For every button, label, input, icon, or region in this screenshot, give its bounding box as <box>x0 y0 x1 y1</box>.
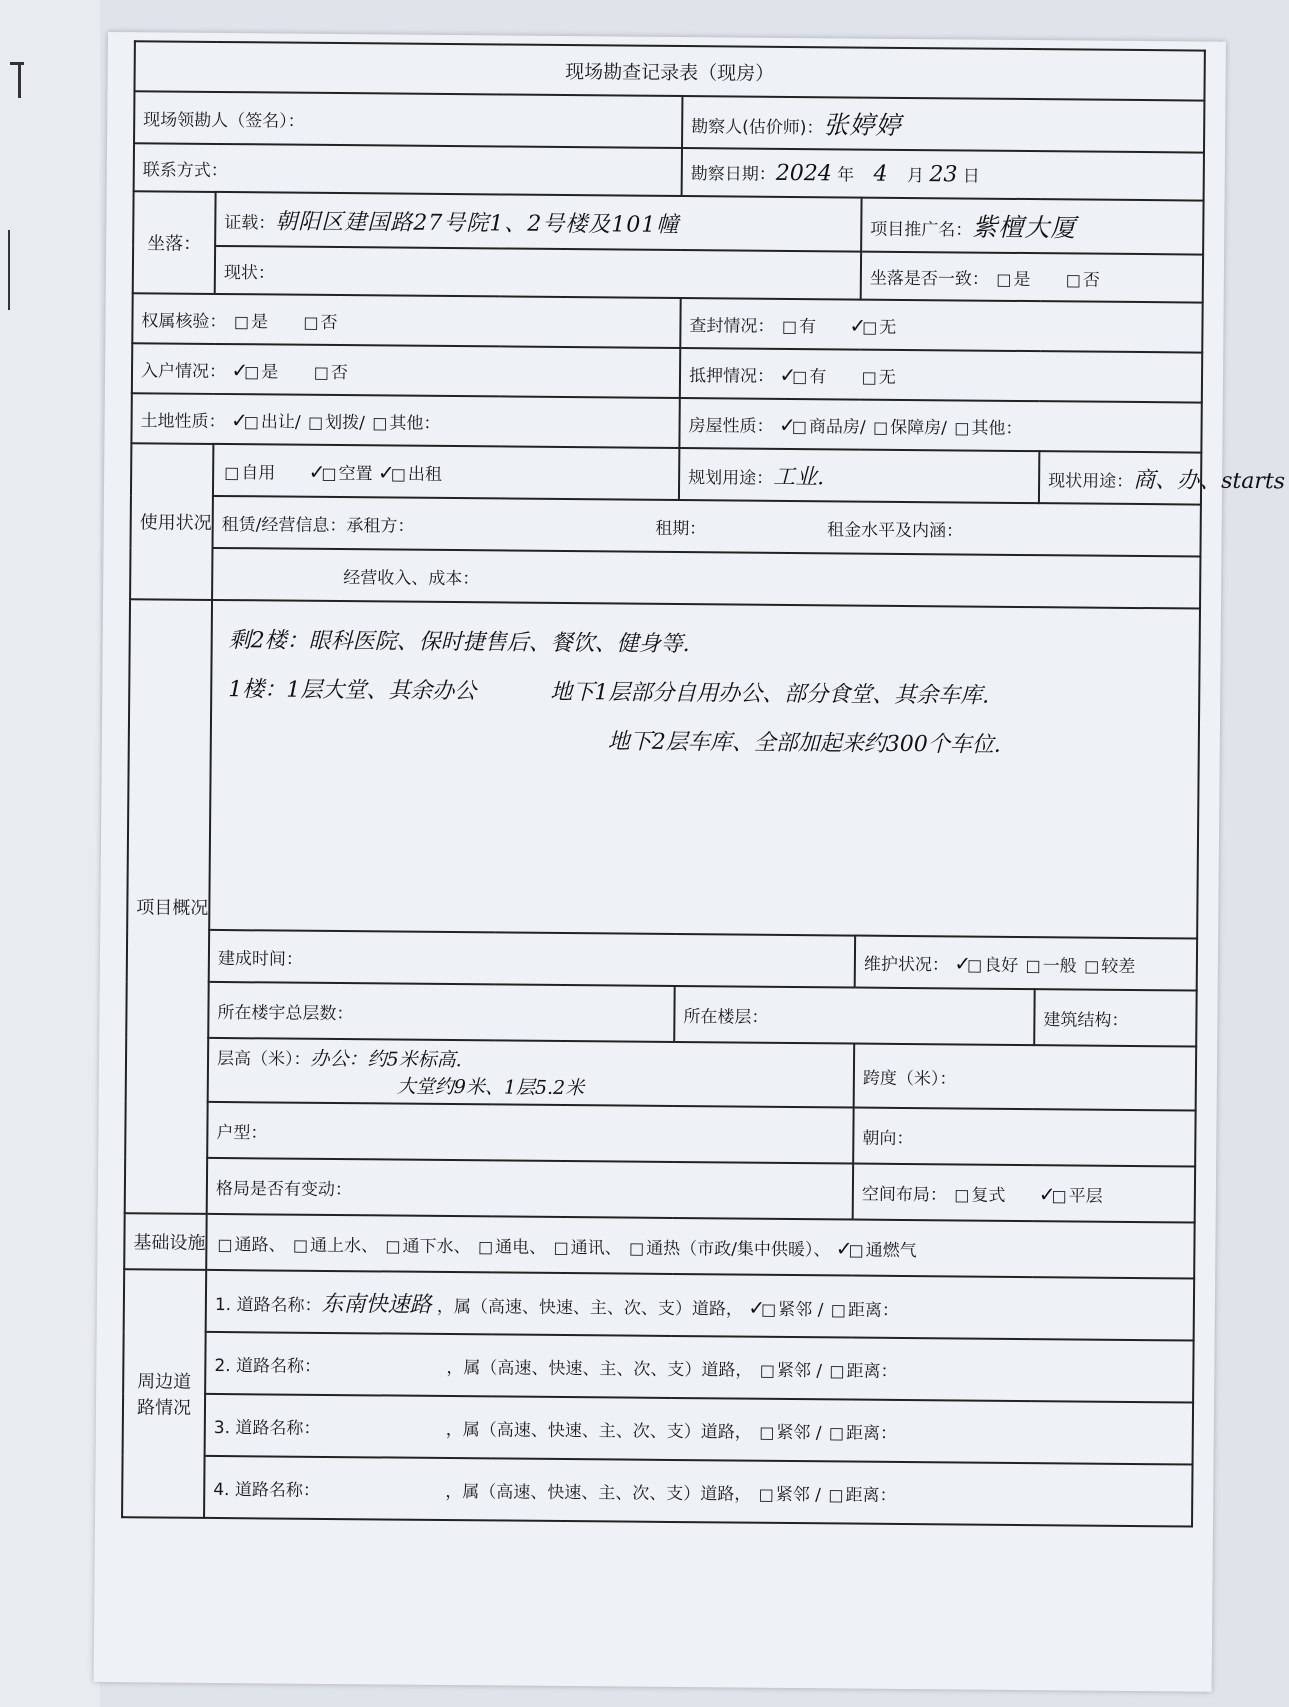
current-status-cell <box>215 246 861 300</box>
road-1-near: 紧邻 / <box>778 1299 824 1320</box>
none-label: 无 <box>879 317 897 338</box>
income-cell <box>212 548 1200 609</box>
project-name-label: 项目推广名： <box>870 219 973 241</box>
checkbox: □ <box>1065 269 1082 289</box>
lease-info-cell <box>213 496 1201 557</box>
current-use-value: 商、办、starts <box>1133 467 1286 494</box>
check-mark: ✓ <box>778 412 796 437</box>
height-label: 层高（米）： <box>216 1048 311 1070</box>
maintenance-cell <box>855 936 1197 991</box>
infra-road: 通路、 <box>234 1234 286 1256</box>
space-layout-cell <box>853 1164 1196 1223</box>
seizure-label: 查封情况： <box>689 315 775 337</box>
road-4-near: 紧邻 / <box>775 1484 822 1505</box>
checkbox: □ <box>553 1237 569 1257</box>
checkbox: □ <box>307 412 324 432</box>
yes-label: 是 <box>1013 269 1031 290</box>
checkbox: □ <box>954 417 970 438</box>
usage-label: 使用状况 <box>130 443 213 600</box>
unit-type-label: 户型： <box>216 1122 268 1143</box>
date-year: 2024 <box>775 160 832 187</box>
layout-change-label: 格局是否有变动： <box>215 1178 352 1200</box>
checkbox: □ <box>862 317 878 337</box>
infra-heat: 通热（市政/集中供暖）、 <box>646 1238 831 1260</box>
flat-label: 平层 <box>1068 1185 1103 1207</box>
checkbox: □ <box>848 1240 864 1260</box>
checkbox: □ <box>313 362 329 382</box>
road-1-name: 东南快速路 <box>321 1291 432 1318</box>
road-2-near: 紧邻 / <box>776 1360 823 1381</box>
land-option-grant: 出让/ <box>260 411 301 433</box>
orientation-cell <box>853 1108 1196 1167</box>
built-time-cell <box>209 930 855 988</box>
use-self: 自用 <box>241 462 276 483</box>
checkbox: □ <box>759 1422 775 1442</box>
date-month: 4 <box>873 161 888 187</box>
road-3-near: 紧邻 / <box>776 1422 822 1443</box>
check-mark: ✓ <box>1038 1181 1056 1206</box>
road-1-distance: 距离： <box>847 1300 899 1321</box>
lease-label: 租赁/经营信息： <box>221 514 347 536</box>
checkbox: □ <box>792 366 808 386</box>
checkbox: □ <box>1025 955 1041 975</box>
have-label: 有 <box>809 366 827 387</box>
form-title: 现场勘查记录表（现房） <box>134 41 1204 100</box>
structure-cell <box>1034 989 1197 1046</box>
note-line-3: 地下2层车库、全部加起来约300个车位. <box>607 729 1001 758</box>
consistent-cell <box>861 252 1203 303</box>
mortgage-cell <box>680 348 1202 403</box>
total-floors-label: 所在楼宇总层数： <box>217 1002 354 1024</box>
plan-use-value: 工业. <box>773 464 825 490</box>
infra-water-down: 通下水、 <box>402 1236 471 1257</box>
entry-cell <box>132 343 680 398</box>
overview-notes <box>209 600 1200 939</box>
total-floors-cell <box>208 982 674 1042</box>
date-cell <box>682 148 1204 201</box>
check-mark: ✓ <box>835 1235 853 1261</box>
infra-water-up: 通上水、 <box>309 1235 379 1256</box>
road-4-label: 4. 道路名称： <box>213 1479 320 1501</box>
span-label: 跨度（米）： <box>862 1068 957 1089</box>
checkbox: □ <box>861 367 877 387</box>
seizure-cell <box>680 298 1202 353</box>
mortgage-label: 抵押情况： <box>688 365 775 387</box>
checkbox: □ <box>829 1360 845 1380</box>
infra-label: 基础设施 <box>124 1213 206 1270</box>
usage-options-cell <box>213 444 679 500</box>
road-row-1 <box>206 1270 1195 1341</box>
yes-label: 是 <box>250 311 269 332</box>
survey-form-paper <box>94 32 1286 1692</box>
note-line-2 <box>228 672 1182 711</box>
height-note-2: 大堂约9米、1层5.2米 <box>396 1075 585 1100</box>
checkbox: □ <box>385 1235 401 1256</box>
road-4-class: ，属（高速、快速、主、次、支）道路， <box>445 1481 752 1505</box>
rent-level-label: 租金水平及内涵： <box>826 519 964 541</box>
checkbox: □ <box>830 1299 846 1319</box>
cert-label: 证载： <box>224 212 276 233</box>
orientation-label: 朝向： <box>862 1128 914 1149</box>
date-label: 勘察日期： <box>690 164 776 185</box>
land-cell <box>131 393 679 448</box>
checkbox: □ <box>1084 956 1100 976</box>
road-4-distance: 距离： <box>845 1484 897 1506</box>
leader-signature-cell <box>134 91 682 148</box>
plan-use-label: 规划用途： <box>688 467 774 489</box>
leader-label: 现场领勘人（签名）： <box>143 109 305 132</box>
none-label: 无 <box>878 367 896 388</box>
checkbox: □ <box>828 1484 844 1504</box>
height-note-1: 办公：约5米标高. <box>310 1047 462 1072</box>
entry-label: 入户情况： <box>140 360 227 382</box>
layout-change-cell <box>207 1158 853 1220</box>
checkbox: □ <box>224 462 240 482</box>
checkbox: □ <box>954 1184 970 1205</box>
road-3-label: 3. 道路名称： <box>213 1417 321 1439</box>
cert-cell <box>215 192 861 252</box>
infra-power: 通电、 <box>495 1236 547 1258</box>
checkbox: □ <box>758 1484 774 1504</box>
term-label: 租期： <box>655 518 707 539</box>
check-mark: ✓ <box>231 357 249 382</box>
unit-type-cell <box>207 1102 853 1164</box>
road-3-distance: 距离： <box>845 1422 898 1444</box>
project-name-value: 紫檀大厦 <box>972 212 1077 243</box>
contact-cell <box>134 143 682 196</box>
survey-form-table <box>121 40 1286 1527</box>
checkbox: □ <box>217 1234 233 1254</box>
have-label: 有 <box>798 316 817 337</box>
infra-gas: 通燃气 <box>865 1240 917 1261</box>
month-label: 月 <box>906 165 925 187</box>
yes-label: 是 <box>261 361 279 382</box>
check-mark: ✓ <box>230 407 248 432</box>
road-label: 周边道路情况 <box>122 1269 206 1518</box>
house-type-label: 房屋性质： <box>688 415 774 437</box>
no-label: 否 <box>1082 270 1101 291</box>
checkbox: □ <box>628 1238 645 1258</box>
space-layout-label: 空间布局： <box>861 1184 947 1205</box>
checkbox: □ <box>828 1422 845 1442</box>
road-2-class: ，属（高速、快速、主、次、支）道路， <box>446 1357 753 1381</box>
note-line-2b: 地下1层部分自用办公、部分食堂、其余车库. <box>550 679 990 709</box>
road-2-label: 2. 道路名称： <box>214 1355 322 1377</box>
house-option-affordable: 保障房/ <box>890 417 947 438</box>
checkbox: □ <box>477 1236 494 1256</box>
current-use-label: 现状用途： <box>1048 470 1134 492</box>
road-row-2 <box>205 1332 1194 1403</box>
no-label: 否 <box>320 312 338 333</box>
checkbox: □ <box>390 463 406 484</box>
checkbox: □ <box>321 463 337 483</box>
house-option-commercial: 商品房/ <box>808 416 866 438</box>
span-cell <box>854 1044 1197 1111</box>
check-mark: ✓ <box>308 459 326 484</box>
checkbox: □ <box>233 311 250 331</box>
tenant-label: 承租方： <box>346 515 415 537</box>
year-label: 年 <box>837 165 855 186</box>
check-mark: ✓ <box>849 312 867 338</box>
poor-label: 较差 <box>1101 956 1136 977</box>
checkbox: □ <box>996 269 1012 289</box>
land-option-other: 其他： <box>389 412 441 434</box>
check-mark: ✓ <box>954 950 972 976</box>
cert-address: 朝阳区建国路27号院1、2号楼及101幢 <box>275 208 680 238</box>
maintenance-label: 维护状况： <box>863 954 949 975</box>
checkbox: □ <box>791 416 807 436</box>
road-3-class: ，属（高速、快速、主、次、支）道路， <box>445 1419 752 1443</box>
date-day: 23 <box>929 162 958 188</box>
background-mark <box>18 62 21 98</box>
land-option-allocate: 划拨/ <box>325 412 365 433</box>
checkbox: □ <box>244 361 260 381</box>
checkbox: □ <box>1051 1185 1067 1205</box>
normal-label: 一般 <box>1042 955 1077 976</box>
surveyor-cell <box>682 96 1204 153</box>
current-use-cell <box>1039 451 1286 504</box>
built-time-label: 建成时间： <box>217 948 304 970</box>
checkbox: □ <box>372 412 388 432</box>
road-1-label: 1. 道路名称： <box>214 1294 322 1316</box>
infra-cell <box>206 1214 1194 1279</box>
house-type-cell <box>679 398 1201 453</box>
floor-cell <box>674 986 1034 1045</box>
ownership-cell <box>132 293 680 348</box>
surveyor-label: 勘察人(估价师)： <box>691 117 824 139</box>
duplex-label: 复式 <box>971 1185 1006 1206</box>
note-line-1: 剩2楼：眼科医院、保时捷售后、餐饮、健身等. <box>228 628 690 658</box>
checkbox: □ <box>781 316 798 336</box>
surveyor-signature: 张婷婷 <box>823 110 902 140</box>
structure-label: 建筑结构： <box>1043 1009 1129 1031</box>
use-vacant: 空置 <box>338 463 373 484</box>
infra-comm: 通讯、 <box>570 1237 622 1259</box>
checkbox: □ <box>292 1235 309 1255</box>
road-row-4 <box>204 1456 1193 1527</box>
good-label: 良好 <box>984 955 1019 976</box>
background-mark <box>10 62 24 65</box>
floor-label: 所在楼层： <box>683 1006 769 1028</box>
checkbox: □ <box>761 1299 777 1319</box>
road-2-distance: 距离： <box>846 1360 898 1382</box>
check-mark: ✓ <box>377 459 395 485</box>
ownership-label: 权属核验： <box>141 310 227 332</box>
land-label: 土地性质： <box>140 410 226 432</box>
road-row-3 <box>205 1394 1194 1465</box>
current-status-label: 现状： <box>223 262 275 283</box>
location-label: 坐落： <box>133 191 216 294</box>
road-1-class: ，属（高速、快速、主、次、支）道路， <box>436 1296 744 1320</box>
checkbox: □ <box>243 411 259 431</box>
note-line-2a: 1楼：1层大堂、其余办公 <box>228 677 477 705</box>
overview-label: 项目概况 <box>125 599 212 1214</box>
background-mark <box>8 230 10 310</box>
checkbox: □ <box>966 955 983 975</box>
background-table-surface <box>0 0 100 1707</box>
consistent-label: 坐落是否一致： <box>869 268 989 290</box>
checkbox: □ <box>303 312 319 332</box>
income-label: 经营收入、成本： <box>343 567 480 589</box>
house-option-other: 其他： <box>971 418 1023 439</box>
check-mark: ✓ <box>748 1295 766 1320</box>
use-rent: 出租 <box>407 464 442 485</box>
checkbox: □ <box>759 1360 775 1380</box>
plan-use-cell <box>679 448 1039 503</box>
contact-label: 联系方式： <box>142 159 228 181</box>
height-cell <box>208 1038 855 1108</box>
day-label: 日 <box>962 166 980 187</box>
check-mark: ✓ <box>779 362 797 387</box>
project-name-cell <box>861 198 1204 255</box>
checkbox: □ <box>872 417 889 437</box>
no-label: 否 <box>330 362 348 383</box>
